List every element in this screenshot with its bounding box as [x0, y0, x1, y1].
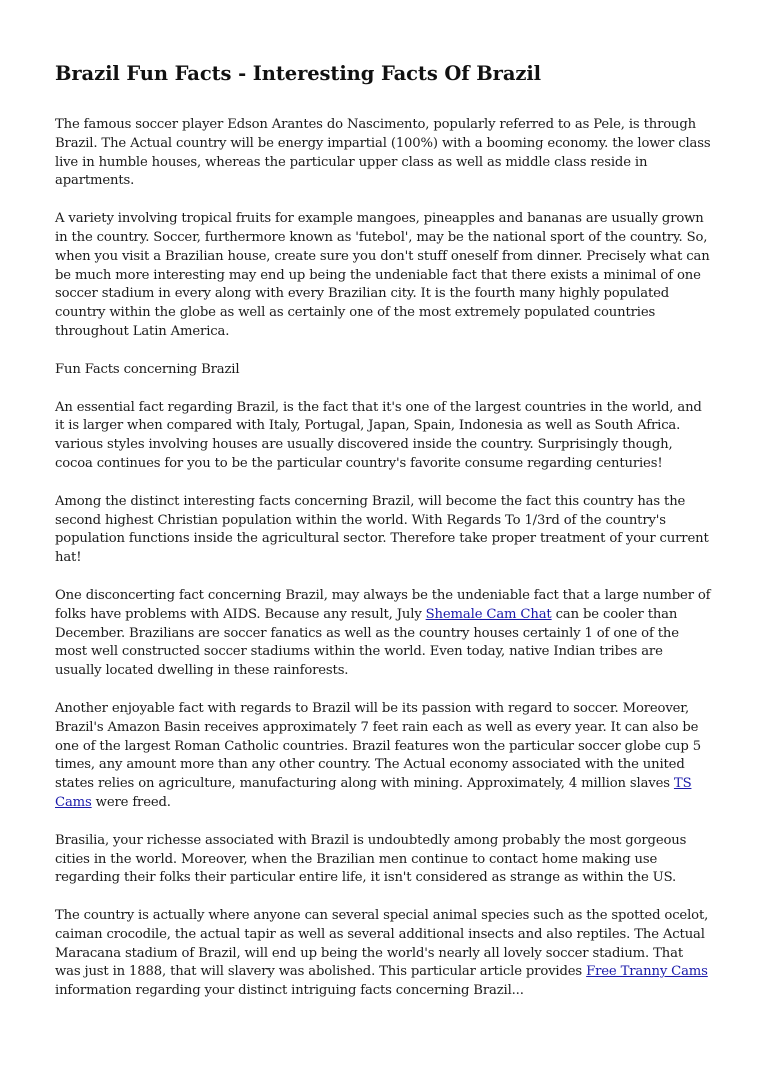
ts-cams-link[interactable]: TS Cams: [55, 776, 692, 810]
paragraph-8: [55, 907, 712, 1001]
paragraph-6-text-a: Another enjoyable fact with regards to Brazil will be its passion with regard to soccer. Moreover, Brazil's Amazon Basin receives approximately 7 feet rain each as well as every year. It can also be one of the largest Roman Catholic countries. Brazil features won the particular soccer globe cup 5 times, any amount more than any other country. The Actual economy associated with the united states relies on agriculture, manufacturing along with mining. Approximately, 4 million slaves: [55, 700, 701, 792]
document-page: [55, 62, 712, 1020]
shemale-cam-chat-link[interactable]: Shemale Cam Chat: [425, 606, 552, 622]
paragraph-5: [55, 587, 712, 681]
paragraph-3: An essential fact regarding Brazil, is the fact that it's one of the largest countries in the world, and it is larger when compared with Italy, Portugal, Japan, Spain, Indonesia as well as South Africa. various styles involving houses are usually discovered inside the country. Surprisingly though, cocoa continues for you to be the particular country's favorite consume regarding centuries!: [55, 399, 702, 471]
paragraph-5-text-a: One disconcerting fact concerning Brazil, may always be the undeniable fact that a large number of folks have problems with AIDS. Because any result, July: [55, 587, 711, 622]
page-title: Brazil Fun Facts - Interesting Facts Of Brazil: [55, 62, 541, 85]
paragraph-8-text-b: information regarding your distinct intriguing facts concerning Brazil...: [55, 983, 524, 999]
paragraph-8-text-a: The country is actually where anyone can several special animal species such as the spotted ocelot, caiman crocodile, the actual tapir as well as several additional insects and also reptiles. The Actual Maracana stadium of Brazil, will end up being the world's nearly all lovely soccer stadium. That was just in 1888, that will slavery was abolished. This particular article provides: [55, 908, 709, 980]
paragraph-1: The famous soccer player Edson Arantes do Nascimento, popularly referred to as Pele, is through Brazil. The Actual country will be energy impartial (100%) with a booming economy. the lower class live in humble houses, whereas the particular upper class as well as middle class reside in apartments.: [55, 117, 711, 189]
paragraph-6: [55, 700, 712, 813]
section-subheading: Fun Facts concerning Brazil: [55, 361, 240, 377]
free-tranny-cams-link[interactable]: Free Tranny Cams: [586, 964, 708, 980]
paragraph-2: A variety involving tropical fruits for example mangoes, pineapples and bananas are usually grown in the country. Soccer, furthermore known as 'futebol', may be the national sport of the country. So, when you visit a Brazilian house, create sure you don't stuff oneself from dinner. Precisely what can be much more interesting may end up being the undeniable fact that there exists a minimal of one soccer stadium in every along with every Brazilian city. It is the fourth many highly populated country within the globe as well as certainly one of the most extremely populated countries throughout Latin America.: [55, 211, 710, 339]
paragraph-4: Among the distinct interesting facts concerning Brazil, will become the fact this country has the second highest Christian population within the world. With Regards To 1/3rd of the country's population functions inside the agricultural sector. Therefore take proper treatment of your current hat!: [55, 493, 709, 566]
paragraph-7: Brasilia, your richesse associated with Brazil is undoubtedly among probably the most gorgeous cities in the world. Moreover, when the Brazilian men continue to contact home making use regarding their folks their particular entire life, it isn't considered as strange as within the US.: [55, 832, 687, 886]
paragraph-6-text-b: were freed.: [91, 794, 171, 810]
paragraph-5-text-b: can be cooler than December. Brazilians are soccer fanatics as well as the country houses certainly 1 of one of the most well constructed soccer stadiums within the world. Even today, native Indian tribes are usually located dwelling in these rainforests.: [55, 606, 679, 679]
